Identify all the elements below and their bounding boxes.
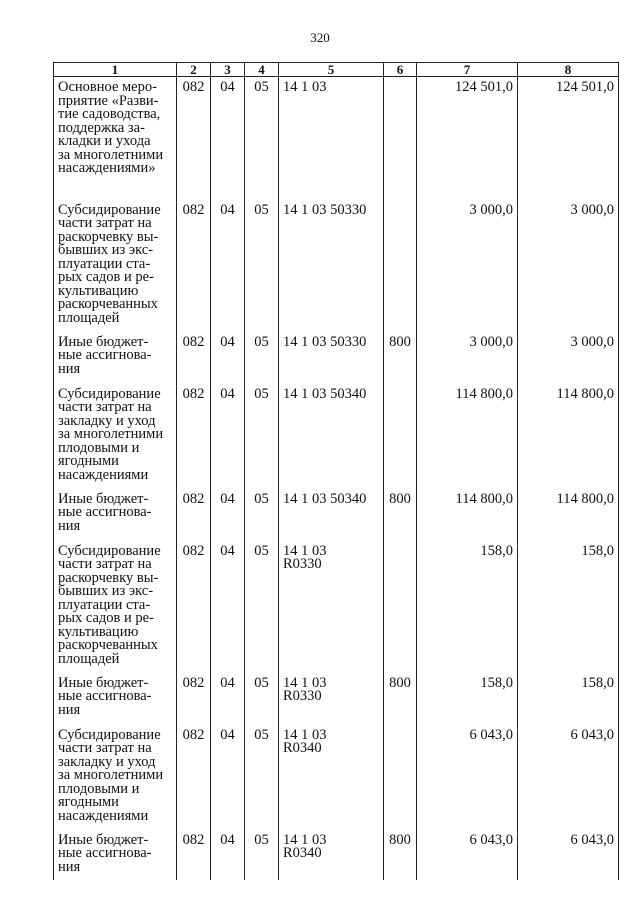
row-name-line: бывших из экс- [58, 583, 154, 599]
target-code-line: R0330 [283, 556, 322, 572]
cell-c5 [279, 673, 384, 725]
cell-c6 [384, 200, 417, 332]
cell-c7: 158,0 [417, 541, 518, 673]
table-row [54, 541, 619, 673]
table-row [54, 77, 619, 200]
row-name-cell [54, 673, 177, 725]
row-name-line: Иные бюджет- [58, 333, 149, 350]
target-code-line: 14 1 03 [283, 79, 327, 95]
cell-c4: 05 [245, 384, 279, 489]
row-name-line: раскорчеванных [58, 296, 158, 312]
cell-c3: 04 [211, 830, 245, 880]
header-row [54, 63, 619, 77]
cell-c8: 114 800,0 [518, 384, 619, 489]
row-name-line: закладку и уход [58, 412, 156, 429]
row-name-line: ные ассигнова- [58, 845, 152, 861]
target-code-line: 14 1 03 [283, 542, 327, 559]
row-name-cell [54, 830, 177, 880]
cell-c8: 158,0 [518, 673, 619, 725]
cell-c6 [384, 725, 417, 830]
row-name-line: Субсидирование [58, 726, 161, 743]
column-header-1: 1 [54, 63, 177, 77]
cell-c6 [384, 77, 417, 200]
cell-c3: 04 [211, 384, 245, 489]
cell-c2: 082 [177, 673, 211, 725]
row-name-line: ягодными [58, 794, 119, 810]
cell-c4: 05 [245, 541, 279, 673]
cell-c6 [384, 384, 417, 489]
cell-c3: 04 [211, 673, 245, 725]
column-header-7: 7 [417, 63, 518, 77]
table-row [54, 489, 619, 541]
target-code-line: 14 1 03 [283, 726, 327, 743]
cell-c6: 800 [384, 673, 417, 725]
cell-c2: 082 [177, 830, 211, 880]
column-header-8: 8 [518, 63, 619, 77]
cell-c5 [279, 541, 384, 673]
row-name-cell [54, 725, 177, 830]
cell-c4: 05 [245, 200, 279, 332]
row-name-cell [54, 200, 177, 332]
cell-c3: 04 [211, 200, 245, 332]
row-name-line: насаждениями [58, 466, 149, 483]
cell-c5 [279, 830, 384, 880]
row-name-line: Основное меро- [58, 79, 157, 95]
table-body [54, 77, 619, 880]
cell-c8: 3 000,0 [518, 332, 619, 384]
row-name-line: за многолетними [58, 146, 164, 163]
row-name-line: приятие «Разви- [58, 92, 159, 109]
row-name-line: ягодными [58, 453, 119, 469]
row-name-line: раскорчевку вы- [58, 569, 159, 586]
column-header-4: 4 [245, 63, 279, 77]
target-code-line: 14 1 03 50340 [283, 490, 367, 507]
row-name-line: Иные бюджет- [58, 674, 149, 691]
row-name-line: площадей [58, 309, 120, 326]
cell-c5 [279, 332, 384, 384]
cell-c6: 800 [384, 830, 417, 880]
target-code-line: 14 1 03 50330 [283, 333, 367, 350]
row-name-line: ные ассигнова- [58, 347, 152, 363]
row-name-line: ния [58, 701, 81, 718]
cell-c7: 114 800,0 [417, 384, 518, 489]
target-code-line: 14 1 03 [283, 674, 327, 691]
target-code-line: 14 1 03 [283, 831, 327, 848]
cell-c3: 04 [211, 541, 245, 673]
column-header-3: 3 [211, 63, 245, 77]
row-name-line: за многолетними [58, 426, 164, 442]
row-name-line: кладки и ухода [58, 133, 151, 149]
row-name-line: части затрат на [58, 740, 152, 756]
target-code-line: 14 1 03 50330 [283, 201, 367, 218]
row-name-line: плодовыми и [58, 439, 140, 456]
table-row [54, 673, 619, 725]
row-name-cell [54, 77, 177, 200]
row-name-line: ные ассигнова- [58, 688, 152, 704]
row-name-line: культивацию [58, 623, 139, 640]
column-header-2: 2 [177, 63, 211, 77]
row-name-line: плуатации ста- [58, 255, 151, 272]
cell-c8: 6 043,0 [518, 830, 619, 880]
table-row [54, 332, 619, 384]
row-name-line: культивацию [58, 282, 139, 299]
table-row [54, 725, 619, 830]
cell-c8: 124 501,0 [518, 77, 619, 200]
cell-c6 [384, 541, 417, 673]
row-name-line: плодовыми и [58, 780, 140, 797]
cell-c3: 04 [211, 77, 245, 200]
cell-c8: 3 000,0 [518, 200, 619, 332]
row-name-line: плуатации ста- [58, 596, 151, 613]
row-name-line: Субсидирование [58, 385, 161, 402]
cell-c3: 04 [211, 332, 245, 384]
row-name-cell [54, 384, 177, 489]
cell-c4: 05 [245, 489, 279, 541]
cell-c2: 082 [177, 332, 211, 384]
cell-c6: 800 [384, 332, 417, 384]
row-name-line: ния [58, 858, 81, 875]
cell-c4: 05 [245, 830, 279, 880]
row-name-line: раскорчеванных [58, 637, 158, 653]
budget-table [53, 62, 619, 880]
row-name-line: Субсидирование [58, 201, 161, 218]
cell-c7: 6 043,0 [417, 725, 518, 830]
cell-c4: 05 [245, 673, 279, 725]
row-name-line: ные ассигнова- [58, 504, 152, 520]
cell-c5 [279, 77, 384, 200]
cell-c7: 124 501,0 [417, 77, 518, 200]
column-header-5: 5 [279, 63, 384, 77]
row-name-line: насаждениями» [58, 160, 156, 176]
table-row [54, 830, 619, 880]
cell-c8: 114 800,0 [518, 489, 619, 541]
row-name-line: части затрат на [58, 215, 152, 231]
cell-c5 [279, 489, 384, 541]
cell-c7: 6 043,0 [417, 830, 518, 880]
cell-c2: 082 [177, 384, 211, 489]
row-name-line: Иные бюджет- [58, 831, 149, 848]
cell-c8: 6 043,0 [518, 725, 619, 830]
row-name-line: Иные бюджет- [58, 490, 149, 507]
row-name-line: ния [58, 360, 81, 377]
cell-c7: 114 800,0 [417, 489, 518, 541]
row-name-line: части затрат на [58, 399, 152, 415]
column-header-6: 6 [384, 63, 417, 77]
cell-c4: 05 [245, 77, 279, 200]
row-name-line: за многолетними [58, 767, 164, 783]
target-code-line: R0330 [283, 688, 322, 704]
table-row [54, 200, 619, 332]
cell-c2: 082 [177, 541, 211, 673]
cell-c7: 3 000,0 [417, 332, 518, 384]
row-name-line: раскорчевку вы- [58, 228, 159, 245]
cell-c7: 3 000,0 [417, 200, 518, 332]
row-name-line: рых садов и ре- [58, 269, 154, 285]
row-name-line: поддержка за- [58, 119, 145, 136]
cell-c2: 082 [177, 489, 211, 541]
cell-c4: 05 [245, 725, 279, 830]
page-number: 320 [310, 30, 330, 45]
row-name-cell [54, 332, 177, 384]
cell-c7: 158,0 [417, 673, 518, 725]
row-name-line: насаждениями [58, 807, 149, 824]
cell-c6: 800 [384, 489, 417, 541]
row-name-line: рых садов и ре- [58, 610, 154, 626]
cell-c5 [279, 725, 384, 830]
row-name-line: тие садоводства, [58, 106, 161, 122]
cell-c3: 04 [211, 489, 245, 541]
cell-c5 [279, 200, 384, 332]
cell-c8: 158,0 [518, 541, 619, 673]
row-name-line: бывших из экс- [58, 242, 154, 258]
row-name-line: Субсидирование [58, 542, 161, 559]
row-name-cell [54, 541, 177, 673]
row-name-line: ния [58, 517, 81, 534]
cell-c4: 05 [245, 332, 279, 384]
cell-c3: 04 [211, 725, 245, 830]
cell-c2: 082 [177, 77, 211, 200]
row-name-cell [54, 489, 177, 541]
cell-c2: 082 [177, 200, 211, 332]
cell-c5 [279, 384, 384, 489]
target-code-line: R0340 [283, 845, 322, 861]
cell-c2: 082 [177, 725, 211, 830]
target-code-line: 14 1 03 50340 [283, 385, 367, 402]
table-row [54, 384, 619, 489]
row-name-line: закладку и уход [58, 753, 156, 770]
row-name-line: площадей [58, 650, 120, 667]
target-code-line: R0340 [283, 740, 322, 756]
row-name-line: части затрат на [58, 556, 152, 572]
